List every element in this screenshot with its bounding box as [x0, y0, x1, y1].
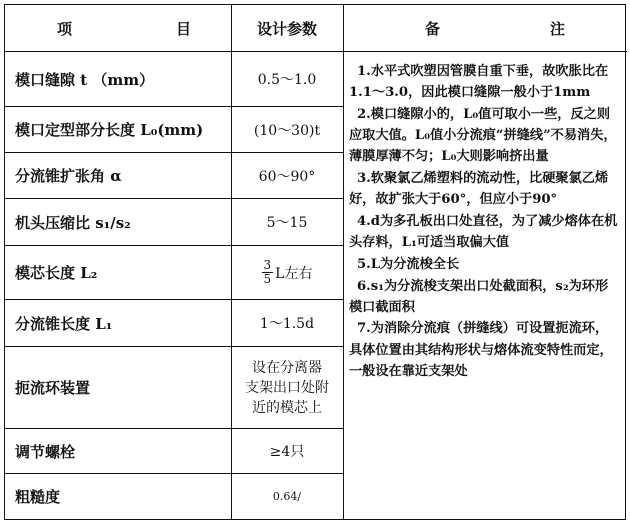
row-value: 1～1.5d: [259, 316, 315, 332]
header-remarks: [343, 5, 627, 51]
column-divider: [343, 5, 344, 519]
row-item: 分流锥长度 L₁: [15, 314, 113, 333]
row-value: 0.5～1.0: [257, 72, 317, 88]
row-item: 分流锥扩张角 α: [15, 167, 122, 185]
fraction-numerator: 3: [263, 258, 272, 272]
parameter-table: [4, 4, 626, 520]
row-item: 扼流环装置: [15, 379, 91, 397]
row-value: [231, 246, 343, 299]
row-item: 模口缝隙 t （mm）: [15, 70, 155, 89]
row-value: (10～30)t: [253, 122, 321, 139]
note: 4.d为多孔板出口处直径，为了减少熔体在机头存料，L₁可适当取偏大值: [349, 213, 618, 251]
note: 6.s₁为分流梭支架出口处截面积，s₂为环形模口截面积: [349, 278, 609, 315]
note: 7.为消除分流痕（拼缝线）可设置扼流环，具体位置由其结构形状与熔体流变特性而定，一般设在靠近支架处: [349, 321, 613, 379]
note: 5.L为分流梭全长: [357, 256, 460, 272]
value-line: 设在分离器: [252, 359, 322, 376]
row-value: ≥4只: [269, 444, 305, 460]
fraction-suffix: L左右: [275, 265, 313, 282]
row-item: 调节螺栓: [15, 442, 76, 461]
header-remarks-left: 备: [425, 19, 441, 38]
value-line: 支架出口处附: [245, 379, 329, 396]
header-item: [5, 5, 231, 51]
header-item-right: 目: [175, 19, 191, 38]
header-design-params: 设计参数: [256, 19, 317, 38]
row-value: 60～90°: [258, 168, 316, 185]
note: 1.水平式吹塑因管膜自重下垂，故吹胀比在1.1～3.0，因此模口缝隙一般小于1mm: [349, 64, 609, 101]
row-item: 模芯长度 L₂: [15, 264, 98, 282]
row-value: [231, 347, 343, 428]
fraction: [262, 259, 274, 286]
row-item: 粗糙度: [15, 488, 61, 506]
roughness-symbol: 0.64/: [272, 490, 302, 503]
note: 2.模口缝隙小的，L₀值可取小一些，反之则应取大值。L₀值小分流痕“拼缝线”不易消失，薄膜厚薄不匀；L₀大则影响挤出量: [349, 106, 617, 165]
remarks-notes: [349, 61, 621, 383]
header-remarks-right: 注: [549, 19, 565, 38]
note: 3.软聚氯乙烯塑料的流动性，比硬聚氯乙烯好，故扩张大于60°，但应小于90°: [349, 171, 609, 208]
value-line: 近的模芯上: [252, 399, 322, 416]
header-item-left: 项: [57, 19, 73, 38]
row-item: 模口定型部分长度 L₀(mm): [15, 121, 204, 139]
fraction-denominator: 5: [263, 272, 272, 286]
row-item: 机头压缩比 s₁/s₂: [15, 213, 131, 232]
row-value: 5～15: [266, 215, 308, 231]
